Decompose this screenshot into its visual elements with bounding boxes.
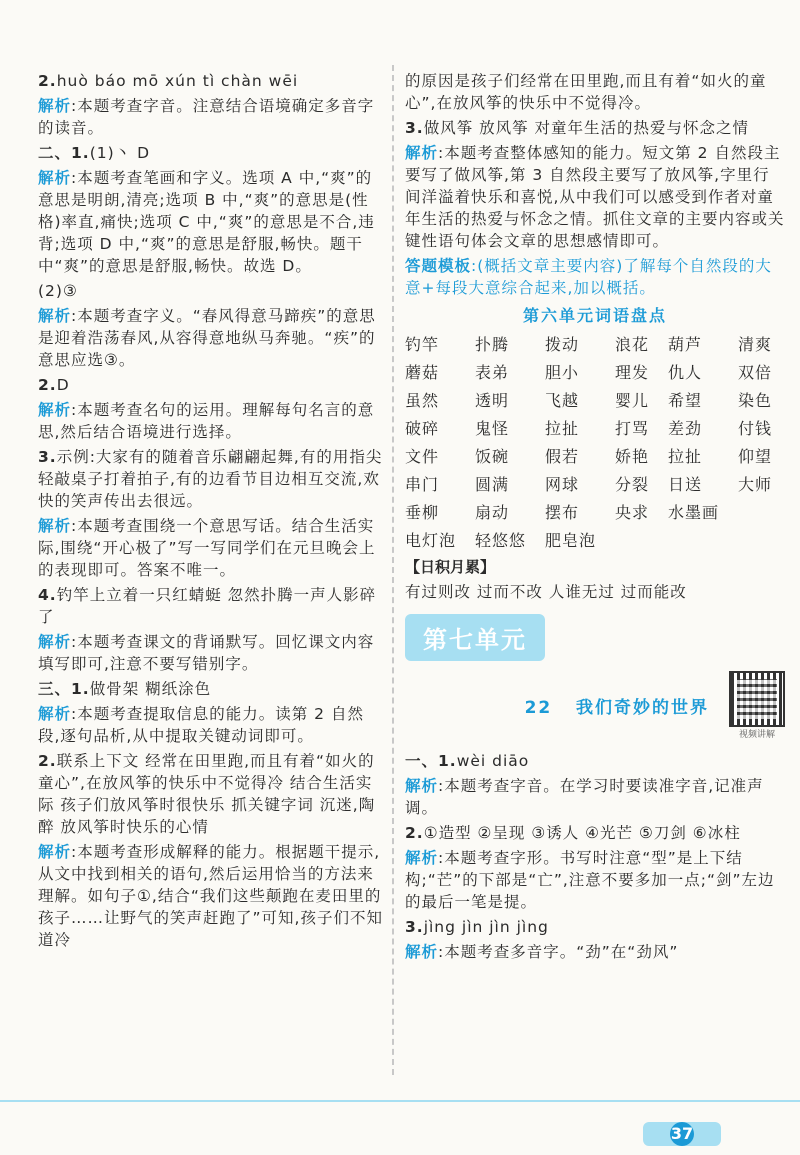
vocab-word: 摆布 bbox=[545, 503, 580, 522]
vocab-word: 虽然 bbox=[405, 391, 440, 410]
qr-code-icon[interactable] bbox=[729, 671, 785, 727]
rbottom-block-2 bbox=[405, 822, 785, 844]
rbottom-text: wèi diāo bbox=[456, 752, 530, 770]
vocab-word: 轻悠悠 bbox=[475, 531, 527, 550]
answer-number: 4. bbox=[38, 586, 57, 604]
left-text: 示例:大家有的随着音乐翩翩起舞,有的用指尖轻敲桌子打着拍子,有的边看节目边相互交流,欢快的笑声传出去很远。 bbox=[38, 448, 383, 510]
vocab-word: 水墨画 bbox=[668, 503, 720, 522]
vocab-word: 理发 bbox=[615, 363, 650, 382]
rbottom-text: :本题考查字形。书写时注意“型”是上下结构;“芒”的下部是“亡”,注意不要多加一点;“剑”左边的最后一笔是提。 bbox=[405, 849, 775, 911]
left-text: D bbox=[56, 376, 70, 394]
rtop-text: :(概括文章主要内容)了解每个自然段的大意+每段大意综合起来,加以概括。 bbox=[405, 257, 772, 297]
answer-number: 3. bbox=[405, 119, 424, 137]
rtop-block-2 bbox=[405, 142, 785, 252]
analysis-label: 解析 bbox=[38, 97, 72, 115]
vocab-word: 付钱 bbox=[738, 419, 773, 438]
left-text: :本题考查形成解释的能力。根据题干提示,从文中找到相关的语句,然后运用恰当的方法来理解。如句子①,结合“我们这些颠跑在麦田里的孩子……让野气的笑声赶跑了”可知,孩子们不知道冷 bbox=[38, 843, 383, 949]
vocab-word: 文件 bbox=[405, 447, 440, 466]
analysis-label: 解析 bbox=[38, 843, 72, 861]
answer-number: 3. bbox=[38, 448, 57, 466]
answer-number: 1. bbox=[438, 752, 457, 770]
left-text: :本题考查字音。注意结合语境确定多音字的读音。 bbox=[38, 97, 375, 137]
vocab-word: 双倍 bbox=[738, 363, 773, 382]
left-text: :本题考查围绕一个意思写话。结合生活实际,围绕“开心极了”写一写同学们在元旦晚会上的表现即可。答案不唯一。 bbox=[38, 517, 376, 579]
rtop-text: 的原因是孩子们经常在田里跑,而且有着“如火的童心”,在放风筝的快乐中不觉得冷。 bbox=[405, 72, 767, 112]
vocab-word: 央求 bbox=[615, 503, 650, 522]
rbottom-block-4 bbox=[405, 916, 785, 938]
left-text: (1)丶 D bbox=[89, 144, 151, 162]
left-text: :本题考查提取信息的能力。读第 2 自然段,逐句品析,从中提取关键动词即可。 bbox=[38, 705, 364, 745]
qr-code-block[interactable] bbox=[729, 671, 785, 740]
left-block-3 bbox=[38, 167, 383, 277]
left-text: :本题考查名句的运用。理解每句名言的意思,然后结合语境进行选择。 bbox=[38, 401, 375, 441]
qr-caption: 视频讲解 bbox=[738, 730, 775, 740]
rtop-block-1 bbox=[405, 117, 785, 139]
analysis-label: 解析 bbox=[38, 633, 72, 651]
analysis-label: 解析 bbox=[405, 144, 439, 162]
analysis-label: 解析 bbox=[405, 777, 439, 795]
left-block-11 bbox=[38, 631, 383, 675]
left-text: huò báo mō xún tì chàn wēi bbox=[56, 72, 299, 90]
vocab-word: 日送 bbox=[668, 475, 703, 494]
rbottom-text: ①造型 ②呈现 ③诱人 ④光芒 ⑤刀剑 ⑥冰柱 bbox=[423, 824, 741, 842]
vocab-grid bbox=[405, 334, 785, 552]
rbottom-block-5 bbox=[405, 941, 785, 963]
left-block-13 bbox=[38, 703, 383, 747]
rbottom-text: :本题考查多音字。“劲”在“劲风” bbox=[438, 943, 679, 961]
left-text: :本题考查字义。“春风得意马蹄疾”的意思是迎着浩荡春风,从容得意地纵马奔驰。“疾”的意思应选③。 bbox=[38, 307, 376, 369]
vocab-word: 肥皂泡 bbox=[545, 531, 597, 550]
lesson-header bbox=[405, 671, 785, 740]
vocab-word: 仰望 bbox=[738, 447, 773, 466]
vocab-word: 透明 bbox=[475, 391, 510, 410]
vocab-word bbox=[738, 530, 785, 552]
vocab-word: 婴儿 bbox=[615, 391, 650, 410]
rtop-text: :本题考查整体感知的能力。短文第 2 自然段主要写了做风筝,第 3 自然段主要写了放风筝,字里行间洋溢着快乐和喜悦,从中我们可以感受到作者对童年生活的热爱与怀念之情。抓住文章的主要内容或关键性语句体会文章的思想感情即可。 bbox=[405, 144, 785, 250]
vocab-word: 蘑菇 bbox=[405, 363, 440, 382]
vocab-word: 表弟 bbox=[475, 363, 510, 382]
left-block-6 bbox=[38, 374, 383, 396]
left-block-10 bbox=[38, 584, 383, 628]
vocab-word: 饭碗 bbox=[475, 447, 510, 466]
left-text: 做骨架 糊纸涂色 bbox=[89, 680, 212, 698]
vocab-word: 分裂 bbox=[615, 475, 650, 494]
vocab-word: 扇动 bbox=[475, 503, 510, 522]
page-number-badge bbox=[643, 1122, 721, 1146]
rbottom-block-3 bbox=[405, 847, 785, 913]
left-text: 联系上下文 经常在田里跑,而且有着“如火的童心”,在放风筝的快乐中不觉得冷 结合生活实际 孩子们放风筝时很快乐 抓关键字词 沉迷,陶醉 放风筝时快乐的心情 bbox=[38, 752, 376, 836]
left-text: :本题考查笔画和字义。选项 A 中,“爽”的意思是明朗,清亮;选项 B 中,“爽”的意思是(性格)率直,痛快;选项 C 中,“爽”的意思是不合,违背;选项 D 中,“爽”的意思是舒服,畅快。题干中“爽”的意思是舒服,畅快。故选 D。 bbox=[38, 169, 375, 275]
template-label: 答题模板 bbox=[405, 257, 472, 275]
answer-number: 2. bbox=[38, 376, 57, 394]
footer-rule bbox=[0, 1100, 800, 1102]
left-block-1 bbox=[38, 95, 383, 139]
answer-number: 3. bbox=[405, 918, 424, 936]
vocab-word: 网球 bbox=[545, 475, 580, 494]
vocab-word: 拉扯 bbox=[668, 447, 703, 466]
vocab-word: 垂柳 bbox=[405, 503, 440, 522]
vocab-word: 钓竿 bbox=[405, 335, 440, 354]
rbottom-block-1 bbox=[405, 775, 785, 819]
vocab-word: 大师 bbox=[738, 475, 773, 494]
rbottom-text: :本题考查字音。在学习时要读准字音,记准声调。 bbox=[405, 777, 764, 817]
vocab-word bbox=[668, 530, 732, 552]
answer-number: 2. bbox=[38, 752, 57, 770]
left-block-7 bbox=[38, 399, 383, 443]
left-block-2 bbox=[38, 142, 383, 164]
section-number: 二、 bbox=[38, 144, 72, 162]
vocab-word bbox=[738, 502, 785, 524]
left-block-4 bbox=[38, 280, 383, 302]
left-column bbox=[38, 70, 383, 954]
vocab-word: 清爽 bbox=[738, 335, 773, 354]
vocab-word: 娇艳 bbox=[615, 447, 650, 466]
answer-number: 2. bbox=[38, 72, 57, 90]
left-block-9 bbox=[38, 515, 383, 581]
vocab-word: 鬼怪 bbox=[475, 419, 510, 438]
analysis-label: 解析 bbox=[38, 705, 72, 723]
vocab-word: 染色 bbox=[738, 391, 773, 410]
vocab-word: 破碎 bbox=[405, 419, 440, 438]
vocab-word: 串门 bbox=[405, 475, 440, 494]
vocab-word: 浪花 bbox=[615, 335, 650, 354]
vocab-word: 拉扯 bbox=[545, 419, 580, 438]
riji-text: 有过则改 过而不改 人谁无过 过而能改 bbox=[405, 583, 687, 601]
analysis-label: 解析 bbox=[38, 307, 72, 325]
right-top-answers bbox=[405, 70, 785, 299]
right-column bbox=[405, 70, 785, 966]
analysis-label: 解析 bbox=[38, 401, 72, 419]
unit-banner: 第七单元 bbox=[405, 614, 545, 661]
left-block-8 bbox=[38, 446, 383, 512]
vocab-word: 电灯泡 bbox=[405, 531, 457, 550]
analysis-label: 解析 bbox=[38, 517, 72, 535]
left-text: (2)③ bbox=[38, 282, 78, 300]
right-bottom-answers bbox=[405, 750, 785, 963]
vocab-word: 差劲 bbox=[668, 419, 703, 438]
rbottom-block-0 bbox=[405, 750, 785, 772]
riji-title: 【日积月累】 bbox=[405, 558, 496, 576]
vocab-word: 飞越 bbox=[545, 391, 580, 410]
lesson-title: 22 我们奇妙的世界 bbox=[524, 698, 709, 718]
vocab-title: 第六单元词语盘点 bbox=[522, 306, 667, 325]
rbottom-text: jìng jìn jìn jìng bbox=[423, 918, 549, 936]
left-block-0 bbox=[38, 70, 383, 92]
analysis-label: 解析 bbox=[405, 943, 439, 961]
column-divider bbox=[392, 65, 394, 1075]
page-number: 37 bbox=[670, 1122, 694, 1146]
vocab-word: 拨动 bbox=[545, 335, 580, 354]
analysis-label: 解析 bbox=[405, 849, 439, 867]
vocab-word: 扑腾 bbox=[475, 335, 510, 354]
left-block-14 bbox=[38, 750, 383, 838]
left-block-5 bbox=[38, 305, 383, 371]
section-number: 一、 bbox=[405, 752, 439, 770]
section-number: 三、 bbox=[38, 680, 72, 698]
vocab-word: 葫芦 bbox=[668, 335, 703, 354]
left-text: :本题考查课文的背诵默写。回忆课文内容填写即可,注意不要写错别字。 bbox=[38, 633, 375, 673]
vocab-word: 打骂 bbox=[615, 419, 650, 438]
answer-number: 1. bbox=[71, 680, 90, 698]
left-block-15 bbox=[38, 841, 383, 951]
left-text: 钓竿上立着一只红蜻蜓 忽然扑腾一声人影碎了 bbox=[38, 586, 377, 626]
vocab-word: 仇人 bbox=[668, 363, 703, 382]
vocab-word: 假若 bbox=[545, 447, 580, 466]
analysis-label: 解析 bbox=[38, 169, 72, 187]
vocab-word: 胆小 bbox=[545, 363, 580, 382]
rtop-block-3 bbox=[405, 255, 785, 299]
rtop-text: 做风筝 放风筝 对童年生活的热爱与怀念之情 bbox=[423, 119, 750, 137]
rtop-block-0 bbox=[405, 70, 785, 114]
vocab-word: 希望 bbox=[668, 391, 703, 410]
answer-number: 2. bbox=[405, 824, 424, 842]
vocab-word: 圆满 bbox=[475, 475, 510, 494]
left-block-12 bbox=[38, 678, 383, 700]
vocab-word bbox=[615, 530, 662, 552]
answer-number: 1. bbox=[71, 144, 90, 162]
